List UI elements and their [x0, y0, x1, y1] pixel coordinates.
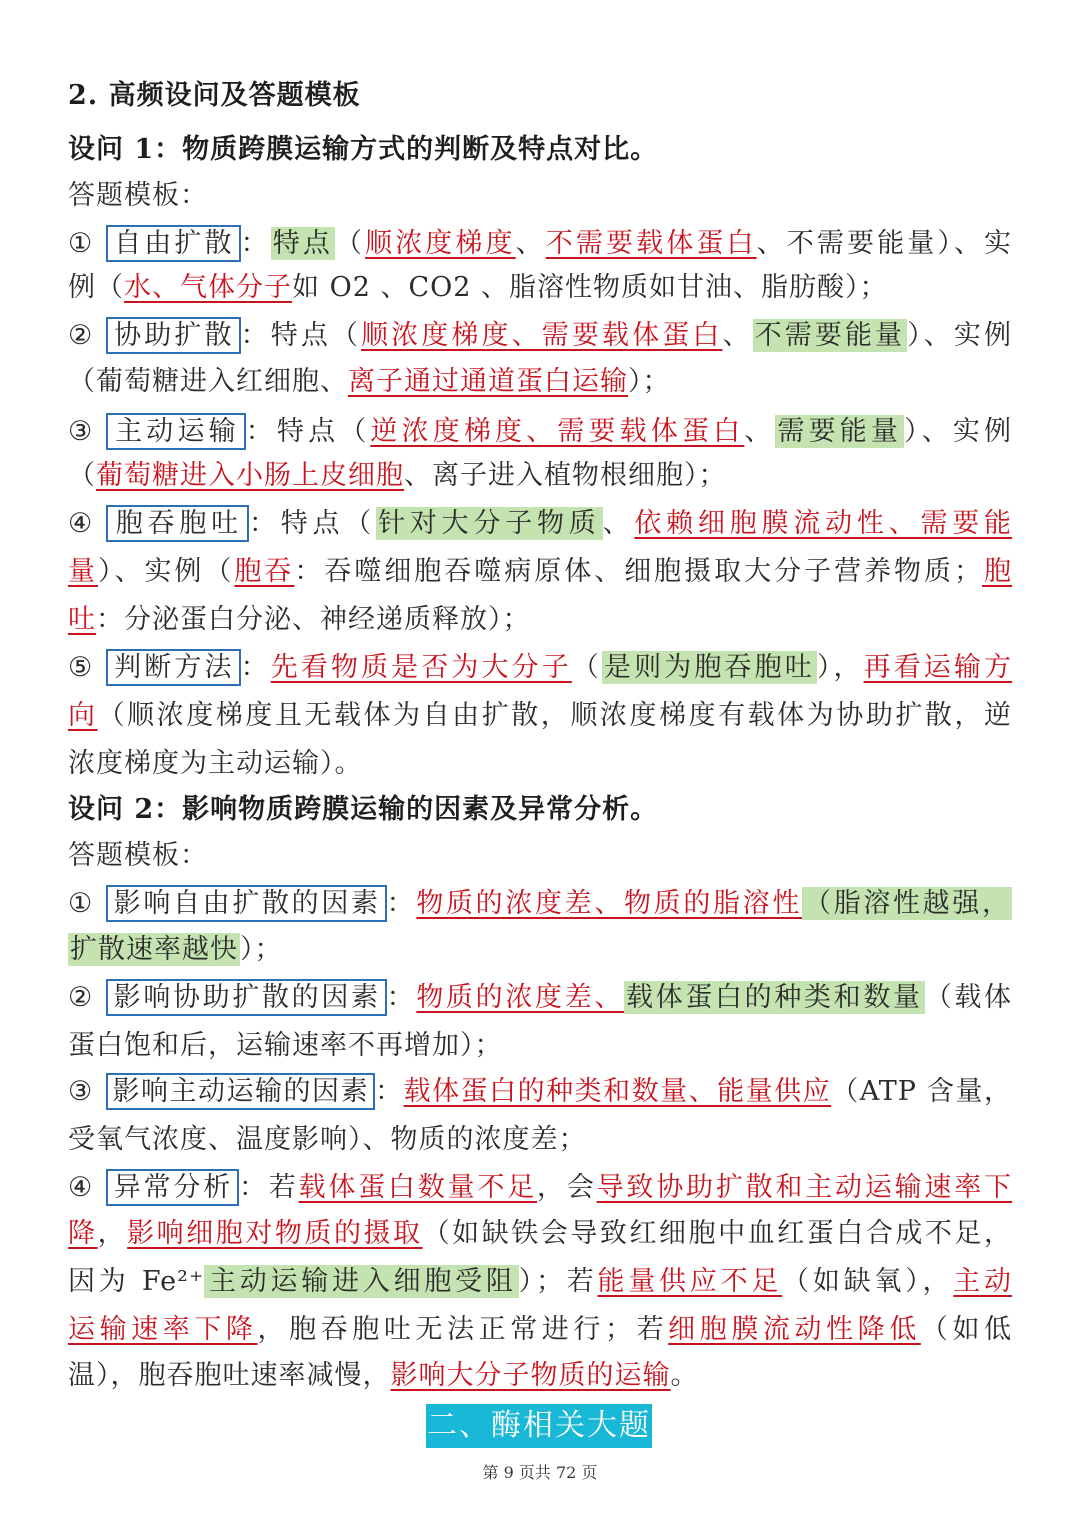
- highlight: 是则为胞吞胞吐: [604, 652, 815, 683]
- key-phrase: 物质的浓度差、物质的脂溶性: [416, 888, 803, 919]
- text: ：特点（: [240, 320, 362, 351]
- template-label: 答题模板：: [68, 840, 208, 871]
- q2-item-4-line-5: [68, 1356, 1012, 1396]
- question-2-title: 设问 2：影响物质跨膜运输的因素及异常分析。: [68, 794, 659, 825]
- key-phrase: 依赖细胞膜流动性、需要能: [634, 508, 1013, 539]
- text: （顺浓度梯度且无载体为自由扩散，顺浓度梯度有载体为协助扩散，逆: [97, 700, 1013, 731]
- text: ）、实例（: [97, 556, 235, 587]
- q1-item-2-line-2: [68, 362, 1012, 402]
- key-phrase: 胞: [982, 556, 1013, 587]
- text: ：: [375, 1076, 404, 1107]
- text: ：分泌蛋白分泌、神经递质释放）；: [96, 604, 531, 635]
- key-phrase: 顺浓度梯度、需要载体蛋白: [361, 320, 723, 351]
- q2-item-2-line-2: [68, 1026, 1012, 1066]
- highlight: 扩散速率越快: [70, 934, 238, 965]
- item-number: ③: [68, 416, 94, 447]
- key-phrase: 降: [68, 1218, 98, 1249]
- text: （如低: [920, 1314, 1013, 1345]
- text: ：: [386, 982, 417, 1013]
- text: （: [571, 652, 603, 683]
- term-box: 胞吞胞吐: [106, 505, 249, 542]
- highlight: 不需要能量: [754, 320, 906, 351]
- highlight: 特点: [272, 228, 333, 259]
- text: （: [334, 228, 366, 259]
- key-phrase: 顺浓度梯度: [365, 228, 516, 259]
- text: 、: [602, 508, 635, 539]
- key-phrase: 细胞膜流动性降低: [668, 1314, 921, 1345]
- text: （ATP 含量，: [831, 1076, 1013, 1107]
- key-phrase: 量: [68, 556, 98, 587]
- key-phrase: 逆浓度梯度、需要载体蛋白: [370, 416, 745, 447]
- section-heading: 2. 高频设问及答题模板: [68, 80, 361, 111]
- key-phrase: 葡萄糖进入小肠上皮细胞: [96, 460, 404, 491]
- text: 因为 Fe²⁺: [68, 1266, 205, 1297]
- key-phrase: 主动: [953, 1266, 1013, 1297]
- key-phrase: 胞吞: [234, 556, 295, 587]
- text: 、: [515, 228, 546, 259]
- text: ）；: [628, 366, 671, 397]
- text: 、: [744, 416, 776, 447]
- q1-item-2-line-1: [68, 316, 1012, 356]
- highlight: 主动运输进入细胞受阻: [206, 1266, 517, 1297]
- text: ）；若: [518, 1266, 598, 1297]
- text: ，: [97, 1218, 128, 1249]
- q1-item-4-line-3: [68, 600, 1012, 640]
- highlight: 针对大分子物质: [378, 508, 601, 539]
- text: ：吞噬细胞吞噬病原体、细胞摄取大分子营养物质；: [294, 556, 983, 587]
- key-phrase: 载体蛋白的种类和数量、能量供应: [403, 1076, 832, 1107]
- key-phrase: 吐: [68, 604, 96, 635]
- key-phrase: 物质的浓度差、: [416, 982, 625, 1013]
- text: ）、实例: [907, 320, 1013, 351]
- item-number: ②: [68, 982, 94, 1013]
- q1-item-1-line-1: [68, 224, 1012, 264]
- template-label: 答题模板：: [68, 180, 208, 211]
- item-number: ①: [68, 228, 94, 259]
- text: 、: [722, 320, 753, 351]
- q2-item-4-line-3: [68, 1262, 1012, 1302]
- text: 。: [670, 1360, 699, 1391]
- highlight: （脂溶性越强，: [804, 888, 1011, 919]
- q2-item-4-line-4: [68, 1310, 1012, 1350]
- next-section-title: 二、酶相关大题: [426, 1404, 652, 1448]
- q2-item-3-line-1: [68, 1072, 1012, 1112]
- q1-item-5-line-2: [68, 696, 1012, 736]
- term-box: 影响主动运输的因素: [106, 1073, 375, 1110]
- q2-item-2-line-1: [68, 978, 1012, 1018]
- item-number: ③: [68, 1076, 94, 1107]
- text: 如 O2 、CO2 、脂溶性物质如甘油、脂肪酸）；: [292, 272, 888, 303]
- text: ：特点（: [245, 416, 371, 447]
- text: ：: [386, 888, 417, 919]
- key-phrase: 水、气体分子: [124, 272, 292, 303]
- text: ）、实例: [904, 416, 1013, 447]
- item-number: ①: [68, 888, 94, 919]
- key-phrase: 离子通过通道蛋白运输: [348, 366, 628, 397]
- text: ：: [240, 228, 271, 259]
- q2-item-1-line-1: [68, 884, 1012, 924]
- text: （如缺氧），: [782, 1266, 954, 1297]
- item-number: ④: [68, 508, 94, 539]
- key-phrase: 载体蛋白数量不足: [298, 1172, 538, 1203]
- text: 受氧气浓度、温度影响）、物质的浓度差；: [68, 1124, 587, 1155]
- key-phrase: 不需要载体蛋白: [545, 228, 757, 259]
- text: 浓度梯度为主动运输）。: [68, 748, 363, 779]
- text: （载体: [924, 982, 1013, 1013]
- key-phrase: 影响细胞对物质的摄取: [127, 1218, 423, 1249]
- key-phrase: 先看物质是否为大分子: [270, 652, 572, 683]
- text: ：若: [239, 1172, 299, 1203]
- text: 温），胞吞胞吐速率减慢，: [68, 1360, 391, 1391]
- term-box: 判断方法: [106, 649, 241, 686]
- text: 、离子进入植物根细胞）；: [404, 460, 727, 491]
- term-box: 协助扩散: [106, 317, 241, 354]
- text: ）；: [240, 934, 283, 965]
- q1-item-3-line-2: [68, 456, 1012, 496]
- text: 、不需要能量）、实: [756, 228, 1013, 259]
- q1-item-5-line-1: [68, 648, 1012, 688]
- q2-item-3-line-2: [68, 1120, 1012, 1160]
- term-box: 主动运输: [106, 413, 246, 450]
- item-number: ④: [68, 1172, 94, 1203]
- term-box: 自由扩散: [106, 225, 241, 262]
- q1-item-4-line-1: [68, 504, 1012, 544]
- q1-item-5-line-3: [68, 744, 1012, 784]
- key-phrase: 向: [68, 700, 98, 731]
- text: ：特点（: [248, 508, 377, 539]
- key-phrase: 再看运输方: [863, 652, 1013, 683]
- text: 例（: [68, 272, 124, 303]
- text: ，胞吞胞吐无法正常进行；若: [257, 1314, 669, 1345]
- highlight: 载体蛋白的种类和数量: [626, 982, 923, 1013]
- text: （: [68, 460, 96, 491]
- q2-item-4-line-2: [68, 1214, 1012, 1254]
- page-footer: 第 9 页共 72 页: [482, 1463, 598, 1482]
- text: 蛋白饱和后，运输速率不再增加）；: [68, 1030, 503, 1061]
- text: （葡萄糖进入红细胞、: [68, 366, 348, 397]
- term-box: 影响协助扩散的因素: [106, 979, 387, 1016]
- q1-item-1-line-2: [68, 268, 1012, 308]
- key-phrase: 运输速率下降: [68, 1314, 258, 1345]
- q2-item-1-line-2: [68, 930, 1012, 970]
- q2-item-4-line-1: [68, 1168, 1012, 1208]
- key-phrase: 影响大分子物质的运输: [390, 1360, 671, 1391]
- question-1-title: 设问 1：物质跨膜运输方式的判断及特点对比。: [68, 134, 659, 165]
- item-number: ②: [68, 320, 94, 351]
- term-box: 影响自由扩散的因素: [106, 885, 387, 922]
- key-phrase: 导致协助扩散和主动运输速率下: [596, 1172, 1013, 1203]
- text: （如缺铁会导致红细胞中血红蛋白合成不足，: [422, 1218, 1013, 1249]
- highlight: 需要能量: [777, 416, 903, 447]
- text: ，会: [537, 1172, 597, 1203]
- term-box: 异常分析: [106, 1169, 239, 1206]
- q1-item-4-line-2: [68, 552, 1012, 592]
- key-phrase: 能量供应不足: [597, 1266, 783, 1297]
- q1-item-3-line-1: [68, 412, 1012, 452]
- item-number: ⑤: [68, 652, 94, 683]
- text: ：: [240, 652, 271, 683]
- text: ），: [816, 652, 864, 683]
